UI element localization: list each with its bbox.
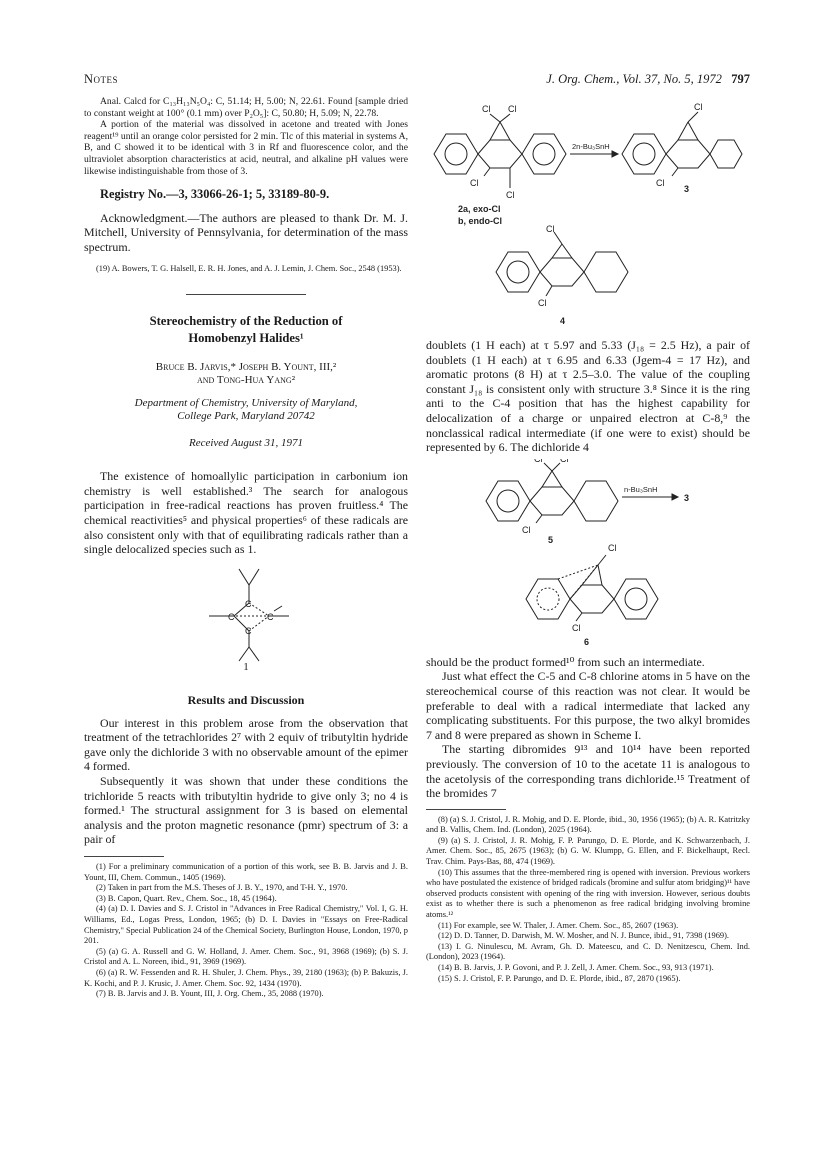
svg-text:C: C	[267, 611, 274, 622]
title-line-1: Stereochemistry of the Reduction of	[149, 314, 343, 329]
structure-1-figure	[84, 561, 408, 673]
footnote-3: (3) B. Capon, Quart. Rev., Chem. Soc., 18, 45 (1964).	[96, 893, 277, 903]
cl-label: Cl	[534, 458, 543, 464]
compound-4-label: 4	[560, 316, 566, 326]
footnote-15: (15) S. J. Cristol, F. P. Parungo, and D. E. Plorde, ibid., 87, 2870 (1965).	[438, 973, 681, 983]
footnotes-left	[84, 862, 408, 1000]
running-head-journal	[468, 72, 750, 87]
compound-2b-label: b, endo-Cl	[458, 216, 502, 226]
title-line-2: Homobenzyl Halides¹	[188, 331, 304, 346]
structure-4-benzene-ring-left	[496, 252, 540, 292]
results-paragraph-2: Subsequently it was shown that under these conditions the trichloride 5 reacts with tributyltin hydride to give only 3; no 4 is formed.¹ The structural assignment for 3 is based on elemental analysis and the proton magnetic resonance (pmr) spectrum of 3: a pair of	[84, 774, 408, 847]
footnote-2: (2) Taken in part from the M.S. Theses of J. B. Y., 1970, and T-H. Y., 1970.	[96, 883, 348, 893]
affiliation	[84, 397, 408, 423]
page-number: 797	[731, 72, 750, 86]
author-list	[84, 361, 408, 387]
scheme-5-and-6	[426, 459, 750, 649]
received-date: Received August 31, 1971	[188, 437, 304, 450]
reagent-label: 2n-Bu₃SnH	[572, 142, 610, 151]
intro-paragraph: The existence of homoallylic participation in carbonium ion chemistry is well established.³ The search for analogous participation in free-radical reactions has proven fruitless.⁴ The chemical reactivities⁵ and physical properties⁶ of these radicals are also consistent only with that of equilibrating radicals rather than a single delocalized species such as 1.	[84, 469, 408, 557]
footnote-4: (4) (a) D. I. Davies and S. J. Cristol in "Advances in Free Radical Chemistry," Vol. I, G. H. Williams, Ed., Logas Press, London, 1965; (b) D. I. Davies in "Essays on Free-Radical Chemistry," Special Publication 24 of the Chemical Society, Burlington House, London, 1970, p 201.	[84, 904, 408, 946]
structure-1-label: 1	[243, 660, 249, 673]
reagent2-label: n-Bu₃SnH	[624, 484, 658, 494]
cl-label: Cl	[522, 524, 531, 535]
footnote-6: (6) (a) R. W. Fessenden and R. H. Shuler, J. Chem. Phys., 39, 2180 (1963); (b) P. Bakuzis, J. K. Kochi, and P. J. Krusic, J. Amer. Chem. Soc. 92, 1434 (1970).	[84, 967, 408, 988]
cl-label: Cl	[506, 190, 515, 200]
right-paragraph-3: The starting dibromides 9¹³ and 10¹⁴ have been reported previously. The conversion of 10 to the acetate 11 is analogous to the acetolysis of the corresponding trans dichloride.¹⁵ Treatment of the bromides 7	[426, 742, 750, 801]
footnote-19: (19) A. Bowers, T. G. Halsell, E. R. H. Jones, and A. J. Lemin, J. Chem. Soc., 2548 (1953).	[96, 263, 402, 273]
structure-6-benzene-ring-left	[526, 579, 570, 619]
footnote-separator	[84, 856, 164, 857]
cl-label: Cl	[656, 178, 665, 188]
footnote-14: (14) B. B. Jarvis, J. P. Govoni, and P. J. Zell, J. Amer. Chem. Soc., 93, 913 (1971).	[438, 963, 714, 972]
cl-label: Cl	[538, 298, 547, 308]
cl-label: Cl	[694, 102, 703, 112]
svg-text:C: C	[245, 598, 252, 609]
compound-2a-label: 2a, exo-Cl	[458, 204, 501, 214]
structure-2-benzene-ring-left	[434, 134, 478, 174]
running-head-section: Notes	[84, 72, 119, 86]
reaction-scheme-top	[426, 92, 750, 334]
registry-numbers: Registry No.—3, 33066-26-1; 5, 33189-80-9.	[100, 187, 330, 202]
anal-paragraph-2: A portion of the material was dissolved in acetone and treated with Jones reagent¹⁹ until an orange color persisted for 2 min. Tlc of this material in systems A, B, and C showed it to be identical with 3 in Rf and fluorescence color, and the ultraviolet absorption characteristics at acid, neutral, and alkaline pH values were likewise indistinguishable from those of 3.	[84, 119, 408, 177]
structure-1-drawing	[84, 561, 408, 673]
footnote-10: (10) This assumes that the three-membered ring is opened with inversion. Previous workers who have postulated the existence of bridged radicals (bromine and sulfur atom bridging)¹¹ have observed products consistent with opening of the ring with inversion. However, serious doubts exist as to whether there is such a phenomenon as free radical bridging involving bromine atoms.¹²	[426, 867, 750, 920]
structure-4-benzene-ring-right	[584, 252, 628, 292]
structure-6-benzene-ring-right	[614, 579, 658, 619]
cl-label: Cl	[560, 458, 569, 464]
structure-3-benzene-ring-left	[622, 134, 666, 174]
affiliation-line-1: Department of Chemistry, University of Maryland,	[134, 397, 358, 410]
arrow-target-label: 3	[684, 492, 690, 503]
footnote-8: (8) (a) S. J. Cristol, J. R. Mohig, and D. E. Plorde, ibid., 30, 1956 (1965); (b) A. R. Katritzky and B. Vallis, Chem. Ind. (London), 2025 (1964).	[426, 814, 750, 835]
journal-citation: J. Org. Chem., Vol. 37, No. 5, 1972	[546, 72, 722, 86]
cl-label: Cl	[470, 178, 479, 188]
compound-6-label: 6	[584, 636, 590, 647]
footnote-1: (1) For a preliminary communication of a portion of this work, see B. B. Jarvis and J. B. Yount, III, Chem. Commun., 1405 (1969).	[84, 862, 408, 882]
svg-text:C: C	[245, 625, 252, 636]
acknowledgment: Acknowledgment.—The authors are pleased to thank Dr. M. J. Mitchell, University of Pennsylvania, for determination of the mass spectrum.	[84, 210, 408, 254]
results-text	[84, 716, 408, 847]
footnote-12: (12) D. D. Tanner, D. Darwish, M. W. Mosher, and N. J. Bunce, ibid., 91, 7398 (1969).	[438, 931, 729, 941]
results-paragraph-1: Our interest in this problem arose from the observation that treatment of the tetrachlorides 2⁷ with 2 equiv of tributyltin hydride gave only the dichloride 3 with no observable amount of the epimer 4 formed.	[84, 715, 408, 774]
right-paragraph-2: Just what effect the C-5 and C-8 chlorine atoms in 5 have on the stereochemical course of this reaction was not clear. It would be preferable to deal with a radical intermediate that lacked any complicating substituents. For this purpose, the two alkyl bromides 7 and 8 were prepared as shown in Scheme I.	[426, 669, 750, 742]
authors-line-2: and Tong-Hua Yang²	[196, 374, 295, 387]
structure-2-benzene-ring-right	[522, 134, 566, 174]
footnote-19-block	[84, 264, 408, 275]
cl-label: Cl	[482, 104, 491, 114]
footnote-9: (9) (a) S. J. Cristol, J. R. Mohig, F. P. Parungo, D. E. Plorde, and K. Schwarzenbach, J. Amer. Chem. Soc., 85, 2675 (1963); (b) G. W. Klumpp, G. Ellen, and F. Bickelhaupt, Recl. Trav. Chim. Pays-Bas, 88, 474 (1969).	[426, 835, 750, 867]
left-column	[84, 96, 408, 1000]
anal-paragraph-1: Anal. Calcd for C₁₃H₁₃N₅O₄: C, 51.14; H, 5.00; N, 22.61. Found [sample dried to constant weight at 100° (0.1 mm) over P₂O₅]: C, 50.80; H, 5.09; N, 22.78.	[84, 96, 408, 119]
right-paragraph-1: should be the product formed¹⁰ from such an intermediate.	[426, 654, 705, 669]
compound-3-label: 3	[684, 184, 690, 194]
article-title	[84, 313, 408, 347]
footnote-5: (5) (a) G. A. Russell and G. W. Holland, J. Amer. Chem. Soc., 91, 3968 (1969); (b) S. J. Cristol and A. L. Noreen, ibid., 91, 3969 (1969).	[84, 946, 408, 967]
reaction-scheme-bottom	[426, 459, 750, 649]
footnotes-right	[426, 815, 750, 985]
cl-label: Cl	[508, 104, 517, 114]
pmr-discussion: doublets (1 H each) at τ 5.97 and 5.33 (J₁₈ = 2.5 Hz), a pair of doublets (1 H each) at τ 6.95 and 6.33 (Jgem-4 = 17 Hz), and aromatic protons (8 H) at τ 2.5–3.0. The value of the coupling constant J₁₈ is consistent only with structure 3.⁸ Since it is the ring anti to the C-4 position that has the highest capability for delocalization of a charge or unpaired electron at C-8,⁹ the nonclassical radical intermediate (if one were to exist) should be represented by 6. The dichloride 4	[426, 338, 750, 455]
svg-text:C: C	[228, 611, 235, 622]
structure-5-benzene-ring-right	[574, 481, 618, 521]
compound-5-label: 5	[548, 534, 554, 545]
authors-line-1: Bruce B. Jarvis,* Joseph B. Yount, III,²	[155, 361, 337, 374]
footnote-7: (7) B. B. Jarvis and J. B. Yount, III, J. Org. Chem., 35, 2088 (1970).	[96, 989, 324, 999]
right-column	[426, 92, 750, 984]
footnote-11: (11) For example, see W. Thaler, J. Amer. Chem. Soc., 85, 2607 (1963).	[438, 920, 679, 930]
structure-5-benzene-ring-left	[486, 481, 530, 521]
footnote-13: (13) I. G. Ninulescu, M. Avram, Gh. D. Mateescu, and C. D. Nenitzescu, Chem. Ind. (London), 2023 (1964).	[426, 941, 750, 962]
cl-label: Cl	[572, 622, 581, 633]
affiliation-line-2: College Park, Maryland 20742	[177, 410, 315, 423]
right-column-text	[426, 655, 750, 801]
cl-label: Cl	[608, 542, 617, 553]
cl-label: Cl	[546, 224, 555, 234]
article-separator	[186, 294, 306, 295]
scheme-2-to-3-and-4	[426, 92, 750, 334]
footnote-separator-right	[426, 809, 506, 810]
anal-block	[84, 96, 408, 177]
section-heading: Results and Discussion	[187, 692, 305, 707]
